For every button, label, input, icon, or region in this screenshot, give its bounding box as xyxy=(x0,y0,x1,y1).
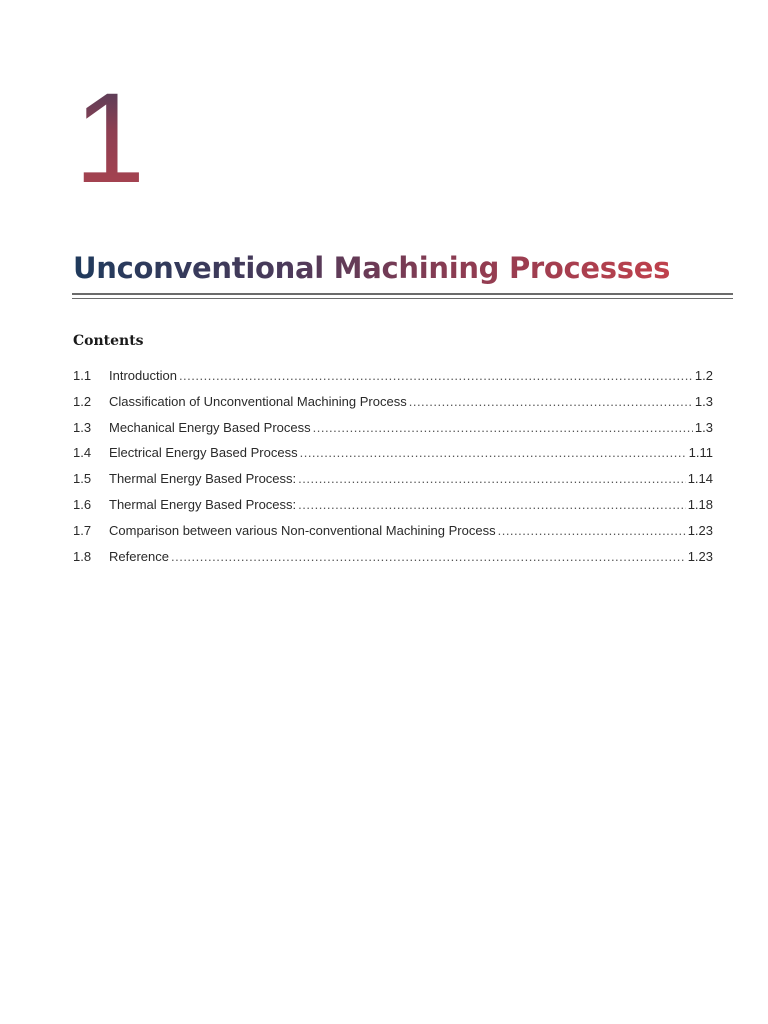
toc-entry-label: Thermal Energy Based Process: xyxy=(109,471,297,487)
chapter-number: 1 xyxy=(74,64,141,214)
toc-entry[interactable] xyxy=(73,368,713,394)
toc-entry[interactable] xyxy=(73,471,713,497)
toc-entry-page: 1.3 xyxy=(694,419,713,435)
toc-entry-number: 1.2 xyxy=(73,393,92,409)
toc-entry-number: 1.3 xyxy=(73,419,92,435)
toc-entry-page: 1.2 xyxy=(694,368,713,383)
chapter-title: Unconventional Machining Processes xyxy=(73,248,670,288)
toc-entry-label: Electrical Energy Based Process xyxy=(109,445,298,461)
toc-leader-dots xyxy=(179,368,693,383)
toc-entry-page: 1.14 xyxy=(687,471,713,487)
toc-entry-page: 1.3 xyxy=(694,393,713,409)
toc-entry-number: 1.4 xyxy=(73,445,92,461)
toc-leader-dots xyxy=(298,471,686,486)
toc-entry-number: 1.1 xyxy=(73,368,92,383)
contents-heading: Contents xyxy=(73,333,144,349)
toc-entry-label: Reference xyxy=(109,548,169,564)
toc-entry-number: 1.8 xyxy=(73,548,92,564)
toc-leader-dots xyxy=(298,497,686,512)
toc-entry-page: 1.23 xyxy=(687,522,713,538)
toc-entry-label: Mechanical Energy Based Process xyxy=(109,419,311,435)
toc-leader-dots xyxy=(171,549,686,564)
toc-leader-dots xyxy=(300,445,687,460)
toc-entry[interactable] xyxy=(73,497,713,523)
toc-entry-label: Thermal Energy Based Process: xyxy=(109,496,297,512)
toc-entry[interactable] xyxy=(73,549,713,575)
toc-entry[interactable] xyxy=(73,394,713,420)
toc-leader-dots xyxy=(409,394,693,409)
table-of-contents xyxy=(73,368,713,574)
toc-entry[interactable] xyxy=(73,523,713,549)
toc-entry-label: Introduction xyxy=(109,368,177,383)
toc-leader-dots xyxy=(313,420,693,435)
toc-entry-number: 1.7 xyxy=(73,522,92,538)
title-divider xyxy=(72,293,733,299)
toc-entry-number: 1.6 xyxy=(73,496,92,512)
toc-entry-page: 1.23 xyxy=(687,548,713,564)
toc-entry-page: 1.11 xyxy=(688,445,713,461)
toc-entry-label: Classification of Unconventional Machining Process xyxy=(109,393,407,409)
toc-entry-page: 1.18 xyxy=(687,496,713,512)
toc-entry[interactable] xyxy=(73,420,713,446)
toc-entry-label: Comparison between various Non-conventional Machining Process xyxy=(109,522,496,538)
toc-entry[interactable] xyxy=(73,445,713,471)
toc-entry-number: 1.5 xyxy=(73,471,92,487)
toc-leader-dots xyxy=(498,523,686,538)
